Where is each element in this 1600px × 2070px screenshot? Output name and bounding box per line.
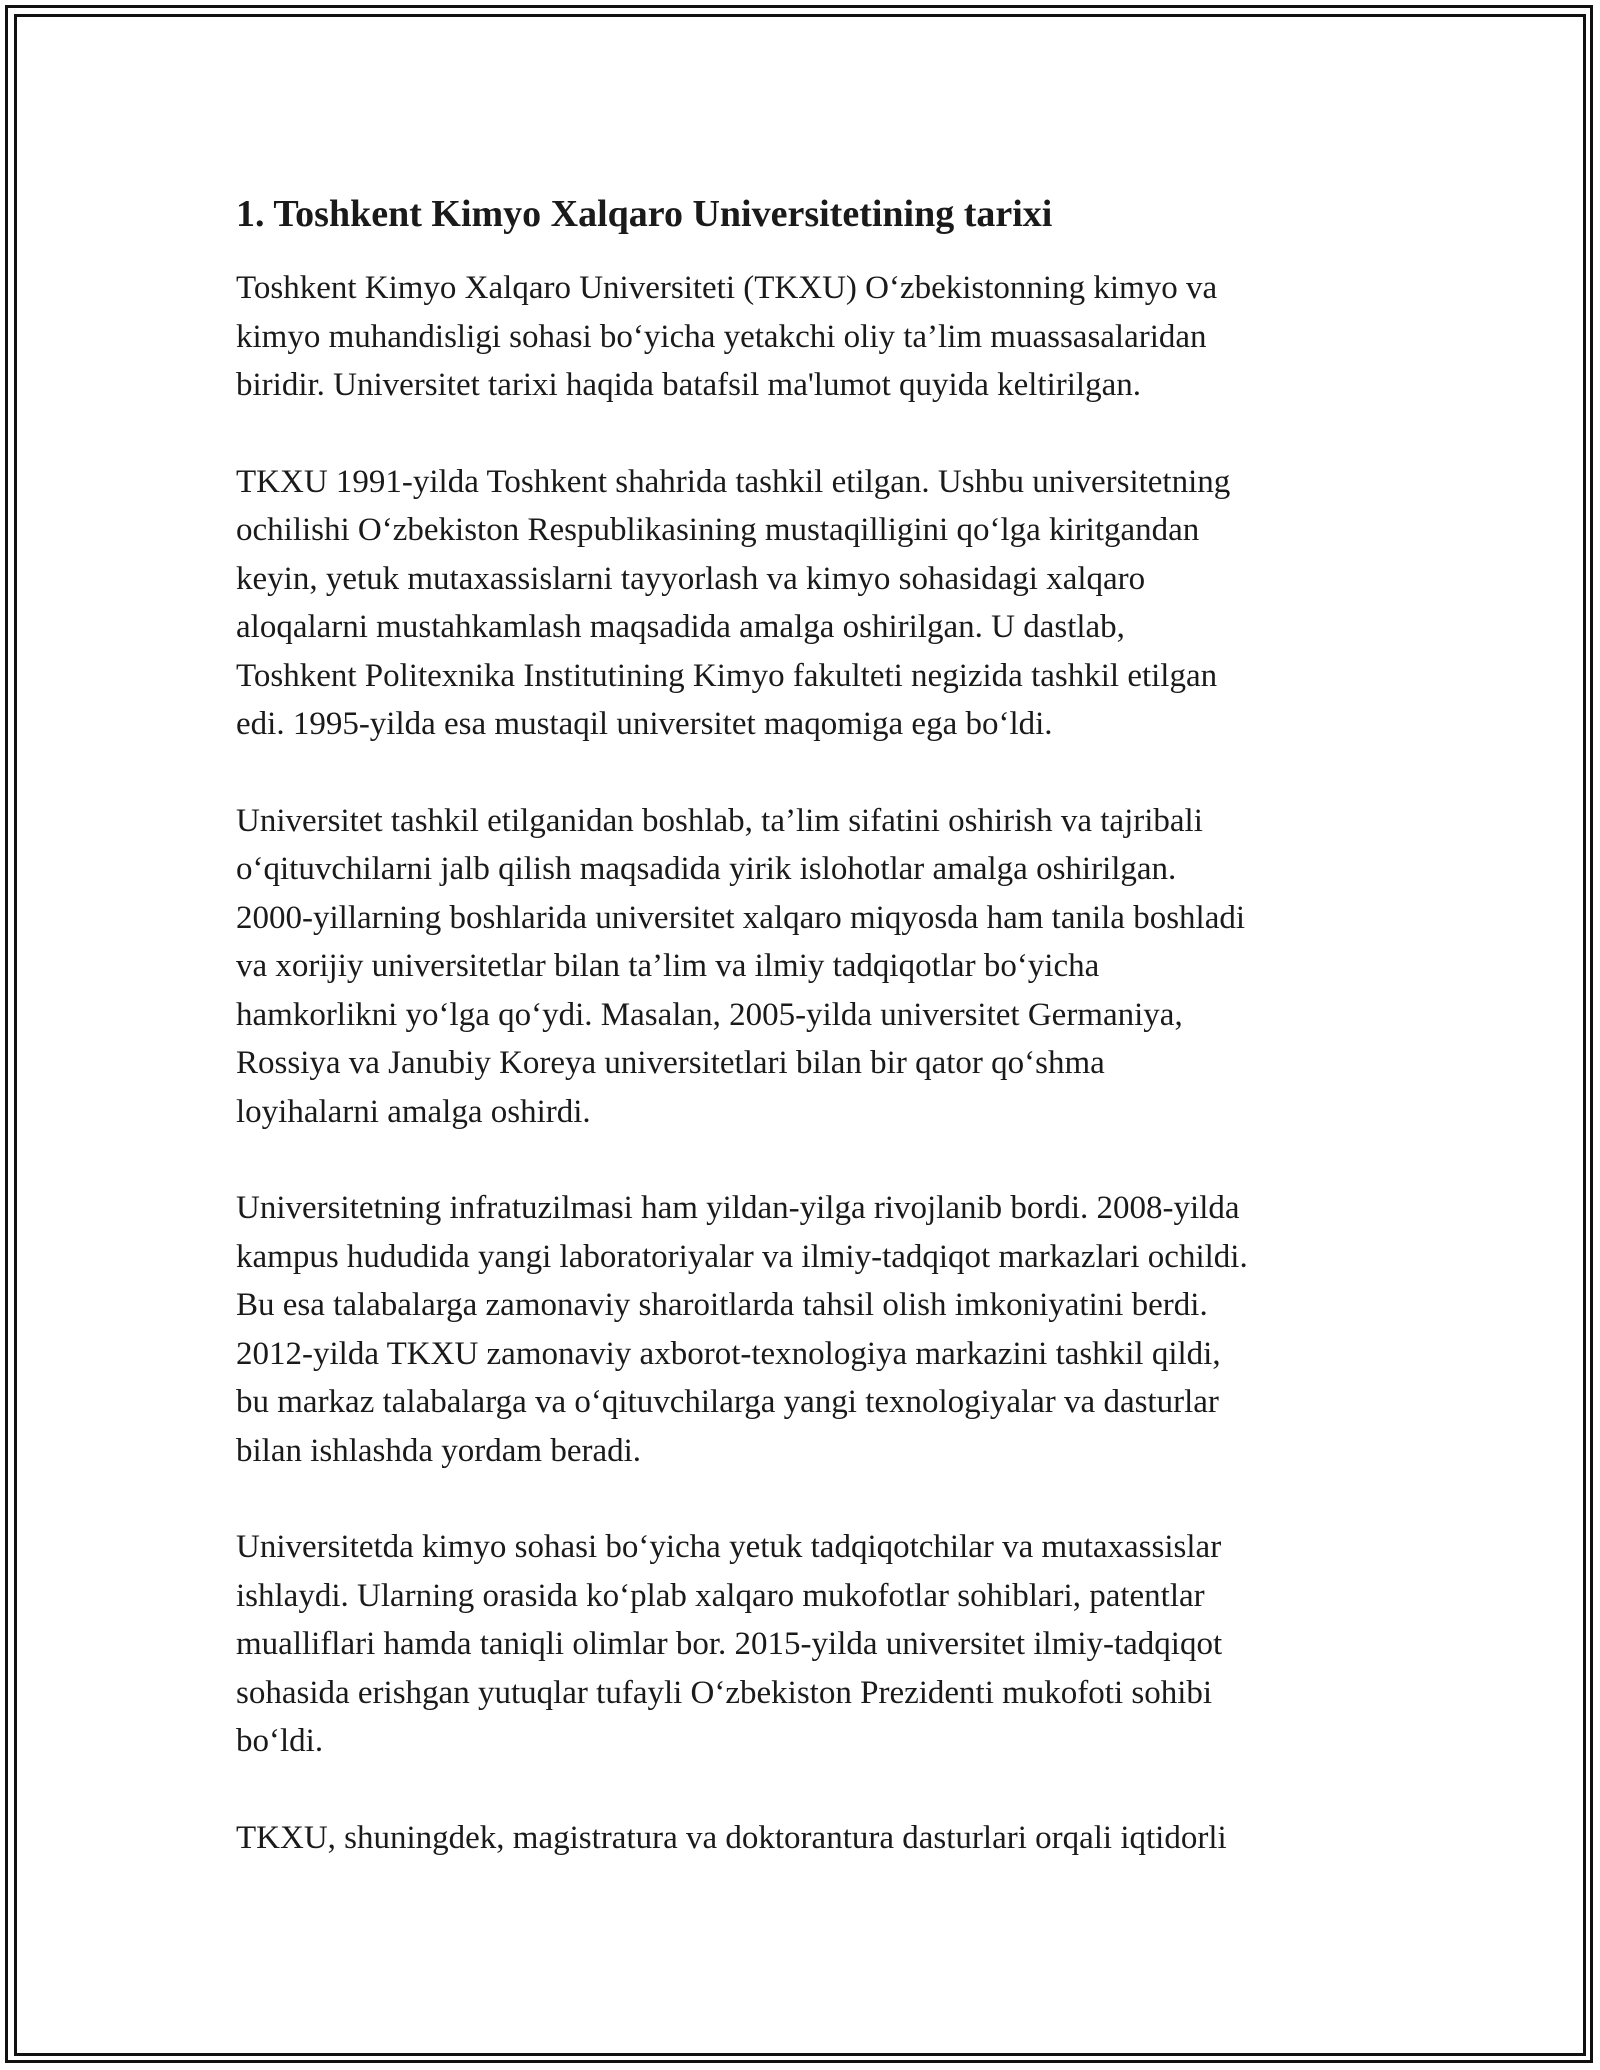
text-line: mualliflari hamda taniqli olimlar bor. 2015-yilda universitet ilmiy-tadqiqot [236, 1626, 1223, 1662]
text-line: o‘qituvchilarni jalb qilish maqsadida yirik islohotlar amalga oshirilgan. [236, 851, 1177, 887]
text-line: sohasida erishgan yutuqlar tufayli O‘zbekiston Prezidenti mukofoti sohibi [236, 1674, 1213, 1711]
paragraph [236, 1523, 1396, 1766]
paragraph [236, 1814, 1396, 1863]
text-line: Universitetda kimyo sohasi bo‘yicha yetuk tadqiqotchilar va mutaxassislar [236, 1529, 1222, 1565]
text-line: aloqalarni mustahkamlash maqsadida amalga oshirilgan. U dastlab, [236, 609, 1125, 645]
text-line: hamkorlikni yo‘lga qo‘ydi. Masalan, 2005-yilda universitet Germaniya, [236, 996, 1183, 1033]
text-line: keyin, yetuk mutaxassislarni tayyorlash va kimyo sohasidagi xalqaro [236, 560, 1146, 597]
text-line: edi. 1995-yilda esa mustaqil universitet maqomiga ega bo‘ldi. [236, 706, 1053, 742]
text-line: loyihalarni amalga oshirdi. [236, 1093, 591, 1130]
text-line: ishlaydi. Ularning orasida ko‘plab xalqaro mukofotlar sohiblari, patentlar [236, 1577, 1205, 1614]
text-line: Bu esa talabalarga zamonaviy sharoitlarda tahsil olish imkoniyatini berdi. [236, 1287, 1208, 1323]
paragraph [236, 797, 1396, 1137]
text-line: kampus hududida yangi laboratoriyalar va ilmiy-tadqiqot markazlari ochildi. [236, 1238, 1248, 1275]
text-line: ochilishi O‘zbekiston Respublikasining mustaqilligini qo‘lga kiritgandan [236, 512, 1200, 548]
text-line: bilan ishlashda yordam beradi. [236, 1432, 642, 1469]
text-line: Rossiya va Janubiy Koreya universitetlari bilan bir qator qo‘shma [236, 1045, 1105, 1081]
paragraph [236, 458, 1396, 749]
text-line: Universitet tashkil etilganidan boshlab, ta’lim sifatini oshirish va tajribali [236, 802, 1203, 839]
paragraph [236, 1184, 1396, 1475]
text-line: kimyo muhandisligi sohasi bo‘yicha yetakchi oliy ta’lim muassasalaridan [236, 318, 1207, 355]
text-line: va xorijiy universitetlar bilan ta’lim va ilmiy tadqiqotlar bo‘yicha [236, 948, 1100, 984]
text-line: bu markaz talabalarga va o‘qituvchilarga yangi texnologiyalar va dasturlar [236, 1384, 1219, 1420]
document-body [236, 190, 1396, 1910]
text-line: bo‘ldi. [236, 1723, 324, 1759]
text-line: TKXU, shuningdek, magistratura va doktorantura dasturlari orqali iqtidorli [236, 1819, 1227, 1856]
text-line: 2000-yillarning boshlarida universitet xalqaro miqyosda ham tanila boshladi [236, 899, 1246, 936]
text-line: Toshkent Kimyo Xalqaro Universiteti (TKXU) O‘zbekistonning kimyo va [236, 270, 1218, 306]
text-line: Toshkent Politexnika Institutining Kimyo fakulteti negizida tashkil etilgan [236, 657, 1218, 694]
text-line: Universitetning infratuzilmasi ham yildan-yilga rivojlanib bordi. 2008-yilda [236, 1190, 1240, 1226]
document-title: 1. Toshkent Kimyo Xalqaro Universitetining tarixi [236, 193, 1053, 235]
paragraph [236, 264, 1396, 410]
text-line: TKXU 1991-yilda Toshkent shahrida tashkil etilgan. Ushbu universitetning [236, 463, 1231, 500]
text-line: 2012-yilda TKXU zamonaviy axborot-texnologiya markazini tashkil qildi, [236, 1335, 1221, 1372]
text-line: biridir. Universitet tarixi haqida batafsil ma'lumot quyida keltirilgan. [236, 367, 1141, 403]
